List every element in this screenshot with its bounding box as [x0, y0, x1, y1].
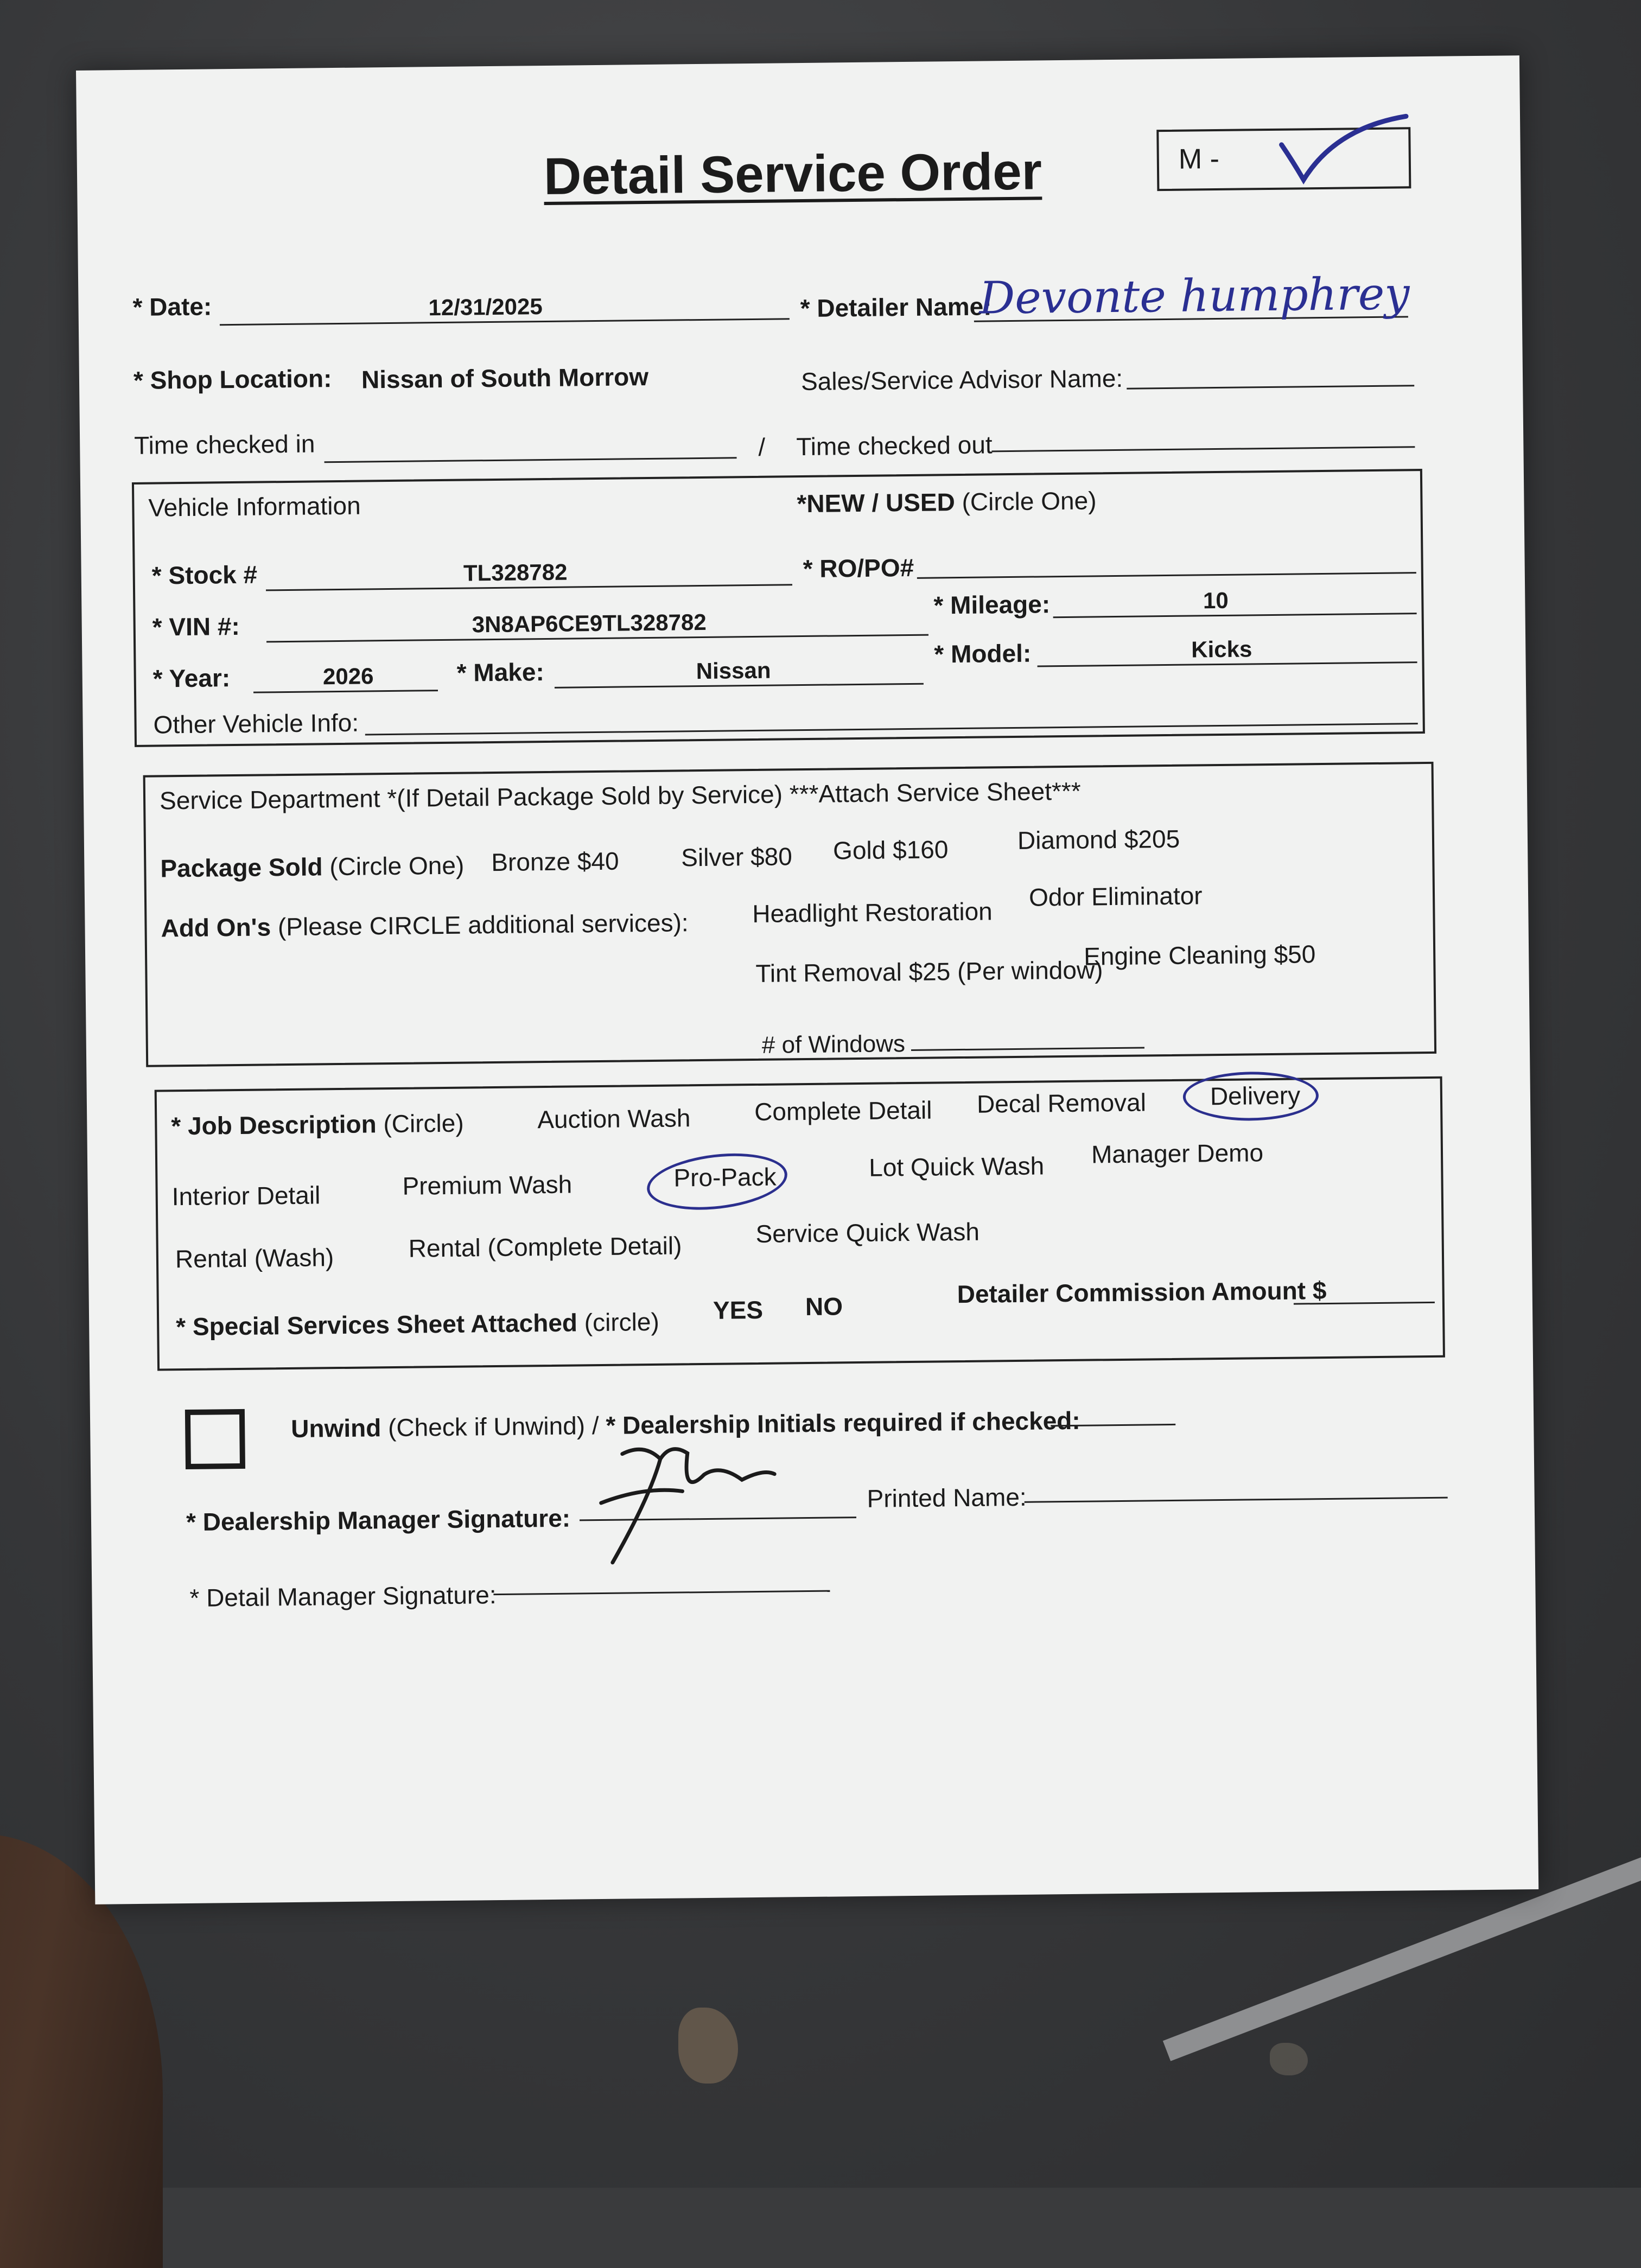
ro-po-label: * RO/PO#	[803, 553, 914, 583]
job-label	[171, 1108, 464, 1141]
job-delivery[interactable]: Delivery	[1210, 1081, 1301, 1111]
special-sheet-bold: * Special Services Sheet Attached	[175, 1308, 578, 1341]
dealership-sig-label: * Dealership Manager Signature:	[186, 1503, 571, 1537]
special-no[interactable]: NO	[805, 1292, 843, 1321]
advisor-line[interactable]	[1127, 385, 1414, 390]
detailer-label: * Detailer Name:	[800, 292, 992, 323]
job-pro-pack[interactable]: Pro-Pack	[673, 1162, 777, 1192]
new-used-bold: *NEW / USED	[797, 488, 956, 518]
unwind-bold: Unwind	[290, 1413, 381, 1443]
new-used-rest: (Circle One)	[962, 486, 1097, 516]
vin-value[interactable]: 3N8AP6CE9TL328782	[472, 609, 707, 638]
advisor-label: Sales/Service Advisor Name:	[800, 364, 1123, 396]
time-in-line[interactable]	[325, 457, 737, 463]
special-sheet-label	[176, 1307, 659, 1341]
job-label-rest: (Circle)	[383, 1108, 464, 1138]
date-label: * Date:	[132, 292, 212, 321]
printed-name-line[interactable]	[1025, 1497, 1448, 1503]
stock-value[interactable]: TL328782	[463, 559, 568, 586]
addon-odor[interactable]: Odor Eliminator	[1028, 881, 1203, 912]
addon-engine[interactable]: Engine Cleaning $50	[1083, 940, 1316, 971]
other-info-label: Other Vehicle Info:	[153, 708, 359, 739]
shop-label: * Shop Location:	[133, 364, 332, 394]
package-silver[interactable]: Silver $80	[680, 842, 793, 872]
model-value[interactable]: Kicks	[1191, 636, 1252, 662]
service-heading: Service Department *(If Detail Package Sold by Service) ***Attach Service Sheet***	[159, 776, 1081, 815]
job-lot-quick-wash[interactable]: Lot Quick Wash	[868, 1151, 1045, 1182]
make-value[interactable]: Nissan	[696, 657, 771, 684]
time-slash: /	[758, 432, 766, 461]
package-gold[interactable]: Gold $160	[832, 835, 949, 865]
m-box-label: M -	[1178, 143, 1220, 175]
special-sheet-rest: (circle)	[584, 1307, 660, 1337]
make-label: * Make:	[456, 658, 545, 687]
detailer-value[interactable]: Devonte humphrey	[978, 268, 1410, 324]
service-order-sheet	[76, 55, 1538, 1904]
time-in-label: Time checked in	[133, 429, 315, 460]
detail-sig-label: * Detail Manager Signature:	[189, 1581, 497, 1612]
mileage-value[interactable]: 10	[1203, 587, 1229, 614]
job-rental-wash[interactable]: Rental (Wash)	[175, 1243, 334, 1273]
package-diamond[interactable]: Diamond $205	[1017, 824, 1180, 855]
addon-tint[interactable]: Tint Removal $25 (Per window)	[755, 955, 1103, 988]
unwind-checkbox[interactable]	[185, 1409, 245, 1469]
addons-label	[161, 908, 689, 942]
model-label: * Model:	[934, 639, 1032, 668]
new-used-label[interactable]	[797, 486, 1097, 518]
commission-label: Detailer Commission Amount $	[957, 1276, 1327, 1309]
package-label	[160, 851, 464, 883]
job-premium-wash[interactable]: Premium Wash	[402, 1170, 573, 1200]
job-manager-demo[interactable]: Manager Demo	[1091, 1138, 1264, 1169]
windows-label: # of Windows	[761, 1030, 906, 1059]
job-complete-detail[interactable]: Complete Detail	[754, 1095, 932, 1126]
shop-value[interactable]: Nissan of South Morrow	[361, 362, 649, 394]
date-value[interactable]: 12/31/2025	[428, 294, 543, 321]
time-out-label: Time checked out	[796, 430, 993, 461]
job-rental-complete[interactable]: Rental (Complete Detail)	[408, 1231, 682, 1263]
job-decal-removal[interactable]: Decal Removal	[976, 1088, 1147, 1118]
year-value[interactable]: 2026	[322, 663, 374, 690]
year-label: * Year:	[152, 664, 231, 693]
job-service-quick-wash[interactable]: Service Quick Wash	[755, 1217, 980, 1248]
addon-headlight[interactable]: Headlight Restoration	[752, 897, 993, 928]
initials-label: * Dealership Initials required if checked:	[606, 1406, 1080, 1439]
vin-label: * VIN #:	[152, 611, 240, 641]
package-label-bold: Package Sold	[160, 852, 323, 883]
vehicle-heading: Vehicle Information	[148, 491, 361, 522]
time-out-line[interactable]	[991, 446, 1415, 452]
detail-sig-line[interactable]	[493, 1590, 830, 1595]
special-yes[interactable]: YES	[713, 1295, 764, 1324]
job-label-bold: * Job Description	[171, 1110, 377, 1141]
manager-signature	[578, 1436, 808, 1579]
addons-label-rest: (Please CIRCLE additional services):	[277, 908, 689, 941]
page-title: Detail Service Order	[543, 142, 1042, 206]
job-auction-wash[interactable]: Auction Wash	[537, 1104, 691, 1134]
mileage-label: * Mileage:	[933, 590, 1051, 620]
unwind-rest: (Check if Unwind) /	[387, 1411, 599, 1442]
package-label-rest: (Circle One)	[329, 851, 465, 881]
job-interior-detail[interactable]: Interior Detail	[171, 1181, 321, 1211]
addons-label-bold: Add On's	[161, 913, 271, 942]
package-bronze[interactable]: Bronze $40	[491, 846, 619, 877]
checkmark	[1270, 94, 1445, 188]
printed-name-label: Printed Name:	[867, 1482, 1027, 1513]
stock-label: * Stock #	[151, 560, 258, 590]
